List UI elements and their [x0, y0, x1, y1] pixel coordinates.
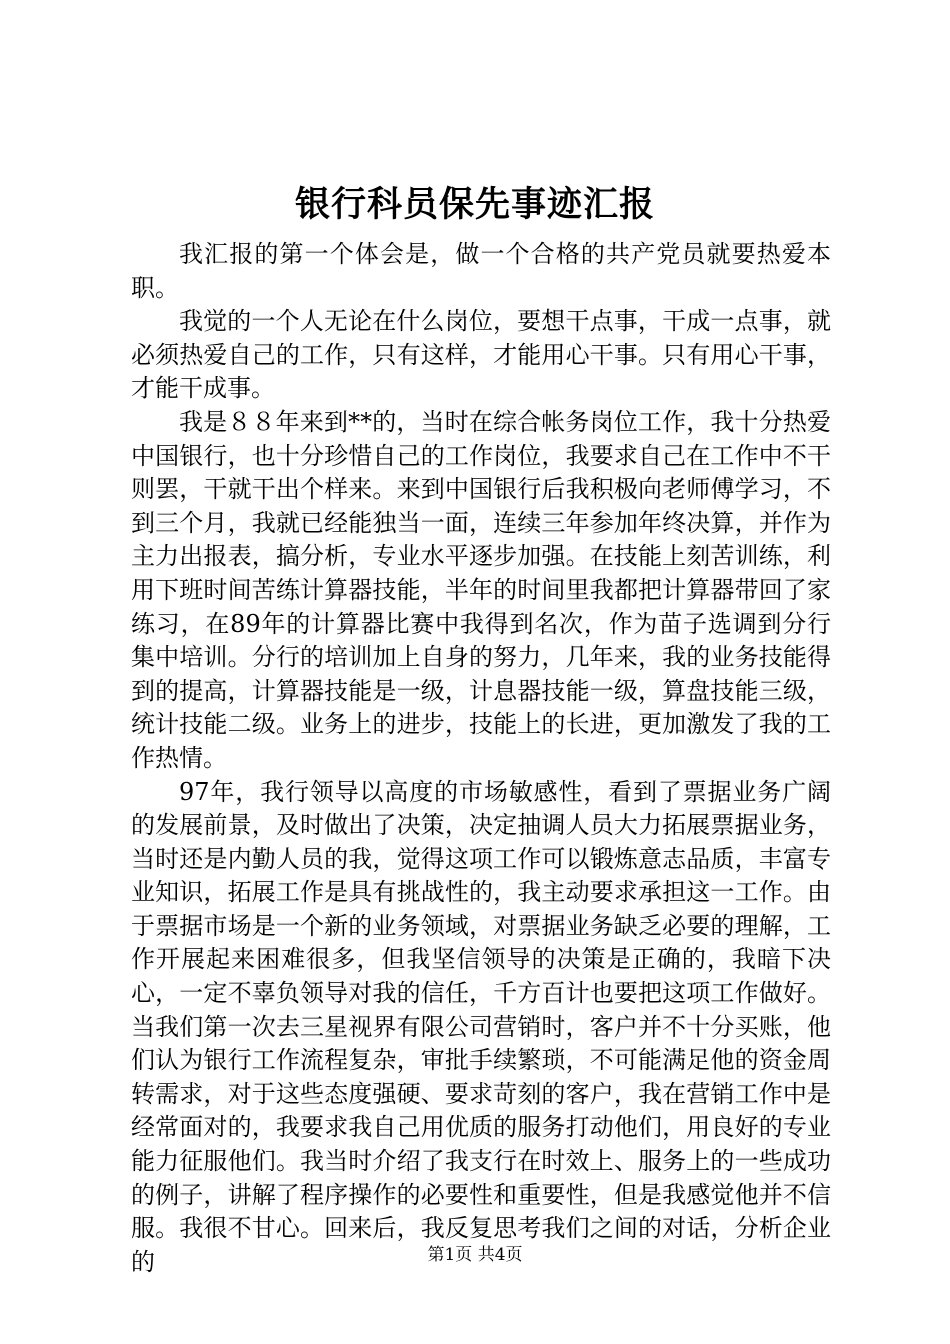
paragraph-1: 我汇报的第一个体会是，做一个合格的共产党员就要热爱本职。: [131, 240, 831, 302]
paragraph-2: 我觉的一个人无论在什么岗位，要想干点事，干成一点事，就必须热爱自己的工作，只有这样，才能用心干事。只有用心干事，才能干成事。: [131, 307, 831, 403]
paragraph-3: 我是８８年来到**的，当时在综合帐务岗位工作，我十分热爱中国银行，也十分珍惜自己的工作岗位，我要求自己在工作中不干则罢，干就干出个样来。来到中国银行后我积极向老师傅学习，不到三个月，我就已经能独当一面，连续三年参加年终决算，并作为主力出报表，搞分析，专业水平逐步加强。在技能上刻苦训练，利用下班时间苦练计算器技能，半年的时间里我都把计算器带回了家练习，在89年的计算器比赛中我得到名次，作为苗子选调到分行集中培训。分行的培训加上自身的努力，几年来，我的业务技能得到的提高，计算器技能是一级，计息器技能一级，算盘技能三级，统计技能二级。业务上的进步，技能上的长进，更加激发了我的工作热情。: [131, 407, 831, 772]
document-body: [131, 238, 831, 1279]
document-title: 银行科员保先事迹汇报: [294, 184, 655, 225]
page-number-footer: 第1页 共4页: [427, 1245, 523, 1265]
paragraph-4: 97年，我行领导以高度的市场敏感性，看到了票据业务广阔的发展前景，及时做出了决策，决定抽调人员大力拓展票据业务，当时还是内勤人员的我，觉得这项工作可以锻炼意志品质，丰富专业知识，拓展工作是具有挑战性的，我主动要求承担这一工作。由于票据市场是一个新的业务领域，对票据业务缺乏必要的理解，工作开展起来困难很多，但我坚信领导的决策是正确的，我暗下决心，一定不辜负领导对我的信任，千方百计也要把这项工作做好。当我们第一次去三星视界有限公司营销时，客户并不十分买账，他们认为银行工作流程复杂，审批手续繁琐，不可能满足他的资金周转需求，对于这些态度强硬、要求苛刻的客户，我在营销工作中是经常面对的，我要求我自己用优质的服务打动他们，用良好的专业能力征服他们。我当时介绍了我支行在时效上、服务上的一些成功的例子，讲解了程序操作的必要性和重要性，但是我感觉他并不信服。我很不甘心。回来后，我反复思考我们之间的对话，分析企业的: [131, 777, 831, 1276]
